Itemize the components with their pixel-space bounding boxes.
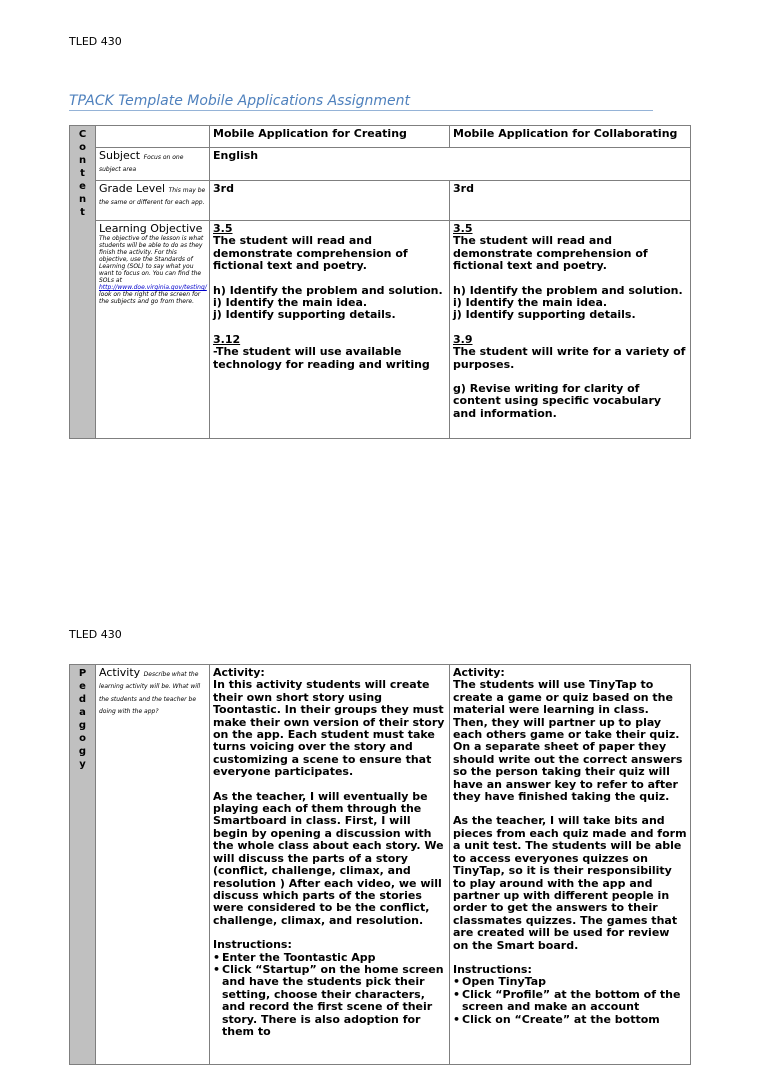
objective-label: Learning Objective xyxy=(99,222,203,235)
objective-note: The objective of the lesson is what students will be able to do as they finish the activity. For this objective, use the Standards of Learning (SOL) to say what you want to focus on. You can find the SOLs at http://www.doe.virginia.gov/testing/ look on the right of the screen for the subjects and go from there. xyxy=(99,235,207,306)
list-item: • Click on “Create” at the bottom xyxy=(462,1014,687,1026)
objective-creating: 3.5 The student will read and demonstrate comprehension of fictional text and poetry. h) Identify the problem and solution. i) Identify the main idea. j) Identify supporting details. 3.12 -The student will use available technology for reading and writing xyxy=(210,221,450,439)
list-item: • Click “Startup” on the home screen and have the students pick their setting, choose their characters, and record the first scene of their story. There is also adoption for them to xyxy=(222,964,446,1038)
grade-note: This may be the same or different for each app. xyxy=(99,187,206,207)
grade-label-cell xyxy=(96,181,210,221)
empty-header-cell xyxy=(96,126,210,148)
list-item: • Click “Profile” at the bottom of the screen and make an account xyxy=(462,989,687,1014)
activity-note: Describe what the learning activity will be. What will the students and the teacher be doing with the app? xyxy=(99,671,201,716)
subject-label: Subject xyxy=(99,149,141,162)
activity-collaborating: Activity: The students will use TinyTap to create a game or quiz based on the material were learning in class. Then, they will partner up to play each others game or take their quiz. On a separate sheet of paper they should write out the correct answers so the person taking their quiz will have an answer key to refer to after they have finished taking the quiz. As the teacher, I will take bits and pieces from each quiz made and form a unit test. The students will be able to access everyones quizzes on TinyTap, so it is their responsibility to play around with the app and partner up with different people in order to get the answers to their classmates quizzes. The games that are created will be used for review on the Smart board. Instructions: • Open TinyTap • Click “Profile” at the bottom of the screen and make an account • Click on “Create” at the bottom xyxy=(450,665,691,1065)
sol-link[interactable]: http://www.doe.virginia.gov/testing/ xyxy=(99,284,207,292)
pedagogy-table xyxy=(69,664,691,1065)
subject-label-cell xyxy=(96,148,210,181)
page-header-2: TLED 430 xyxy=(69,628,122,641)
column-header-creating: Mobile Application for Creating xyxy=(210,126,450,148)
collaborating-steps xyxy=(453,976,687,1026)
grade-creating: 3rd xyxy=(210,181,450,221)
activity-creating: Activity: In this activity students will create their own short story using Toontastic. In their groups they must make their own version of their story on the app. Each student must take turns voicing over the story and customizing a scene to ensure that everyone participates. As the teacher, I will eventually be playing each of them through the Smartboard in class. First, I will begin by opening a discussion with the whole class about each story. We will discuss the parts of a story (conflict, challenge, climax, and resolution ) After each video, we will discuss which parts of the stories were considered to be the conflict, challenge, climax, and resolution. Instructions: • Enter the Toontastic App • Click “Startup” on the home screen and have the students pick their setting, choose their characters, and record the first scene of their story. There is also adoption for them to xyxy=(210,665,450,1065)
objective-label-cell xyxy=(96,221,210,439)
pedagogy-side-label: P e d a g o g y xyxy=(70,665,96,1065)
subject-note: Focus on one subject area xyxy=(99,154,184,174)
grade-label: Grade Level xyxy=(99,182,166,195)
subject-value: English xyxy=(210,148,691,181)
column-header-collaborating: Mobile Application for Collaborating xyxy=(450,126,691,148)
activity-label-cell xyxy=(96,665,210,1065)
objective-collaborating: 3.5 The student will read and demonstrate comprehension of fictional text and poetry. h) Identify the problem and solution. i) Identify the main idea. j) Identify supporting details. 3.9 The student will write for a variety of purposes. g) Revise writing for clarity of content using specific vocabulary and information. xyxy=(450,221,691,439)
activity-label: Activity xyxy=(99,666,141,679)
grade-collaborating: 3rd xyxy=(450,181,691,221)
content-table xyxy=(69,125,691,439)
list-item: • Open TinyTap xyxy=(462,976,687,988)
list-item: • Enter the Toontastic App xyxy=(222,952,446,964)
page-header: TLED 430 xyxy=(69,35,122,48)
document-title: TPACK Template Mobile Applications Assignment xyxy=(69,93,653,111)
creating-steps xyxy=(213,952,446,1039)
content-side-label: C o n t e n t xyxy=(70,126,96,439)
